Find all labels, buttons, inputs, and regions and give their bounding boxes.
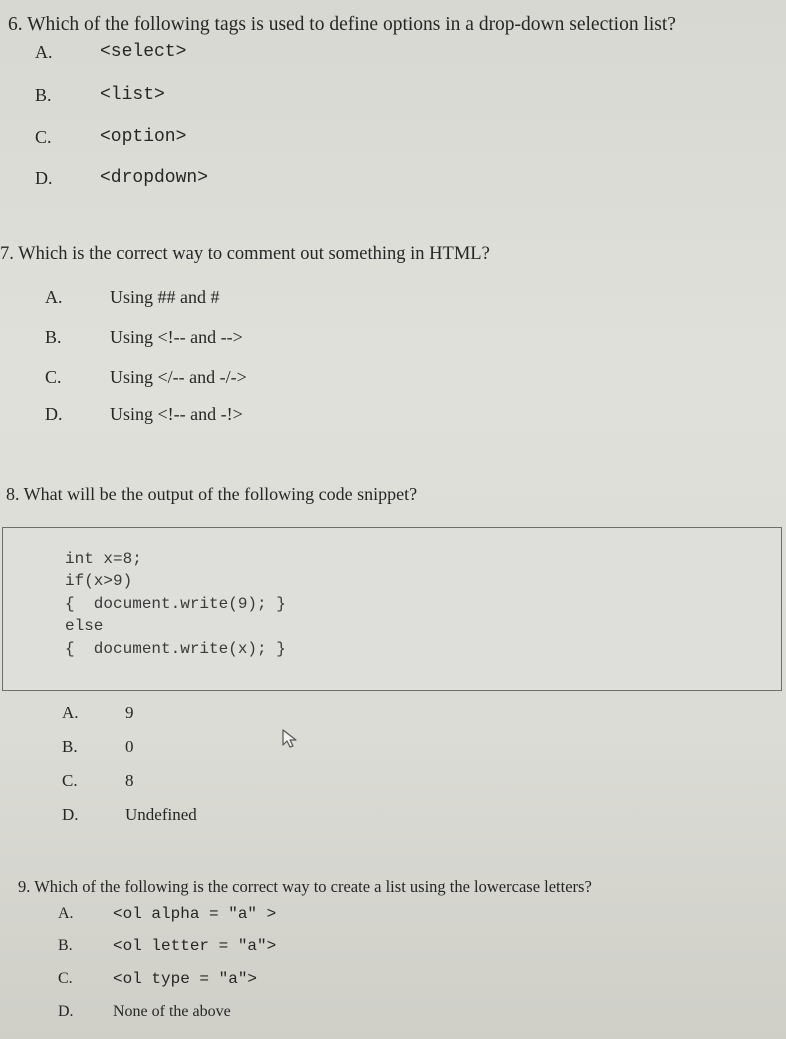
option-letter: C.: [58, 970, 73, 987]
code-snippet-box: [2, 527, 782, 691]
question-9-stem: 9. Which of the following is the correct way to create a list using the lowercase letters?: [18, 877, 592, 896]
option-letter: D.: [45, 404, 63, 424]
option-text: Using ## and #: [110, 287, 220, 307]
option-text: <ol letter = "a">: [113, 937, 277, 955]
option-text: 0: [125, 737, 134, 756]
code-line: { document.write(x); }: [65, 640, 286, 658]
question-8-stem: 8. What will be the output of the following code snippet?: [6, 484, 418, 504]
code-line: { document.write(9); }: [65, 595, 286, 613]
option-letter: D.: [62, 805, 79, 824]
option-text: <option>: [100, 127, 187, 147]
question-6-stem: 6. Which of the following tags is used to define options in a drop-down selection list?: [8, 14, 676, 35]
option-text: <list>: [100, 85, 165, 105]
option-letter: A.: [58, 905, 74, 922]
option-letter: D.: [35, 168, 53, 188]
option-letter: A.: [62, 703, 79, 722]
option-letter: D.: [58, 1003, 74, 1020]
option-text: <dropdown>: [100, 168, 209, 188]
option-text: 9: [125, 703, 134, 722]
option-letter: B.: [35, 85, 52, 105]
option-text: Undefined: [125, 805, 197, 824]
option-text: Using <!-- and -!>: [110, 404, 243, 424]
option-letter: B.: [62, 737, 78, 756]
option-text: <ol alpha = "a" >: [113, 905, 277, 923]
option-letter: B.: [58, 937, 73, 954]
option-letter: A.: [35, 42, 53, 62]
code-line: if(x>9): [65, 572, 133, 590]
option-text: 8: [125, 771, 134, 790]
option-text: Using </-- and -/->: [110, 367, 247, 387]
code-line: int x=8;: [65, 550, 142, 568]
option-text: None of the above: [113, 1003, 231, 1020]
option-text: Using <!-- and -->: [110, 327, 243, 347]
mouse-pointer-icon: [281, 729, 301, 749]
option-letter: C.: [35, 127, 52, 147]
option-text: <ol type = "a">: [113, 970, 258, 988]
option-text: <select>: [100, 42, 187, 62]
option-letter: A.: [45, 287, 63, 307]
option-letter: B.: [45, 327, 62, 347]
question-7-stem: 7. Which is the correct way to comment out something in HTML?: [0, 244, 490, 264]
option-letter: C.: [45, 367, 62, 387]
option-letter: C.: [62, 771, 78, 790]
code-line: else: [65, 617, 104, 635]
